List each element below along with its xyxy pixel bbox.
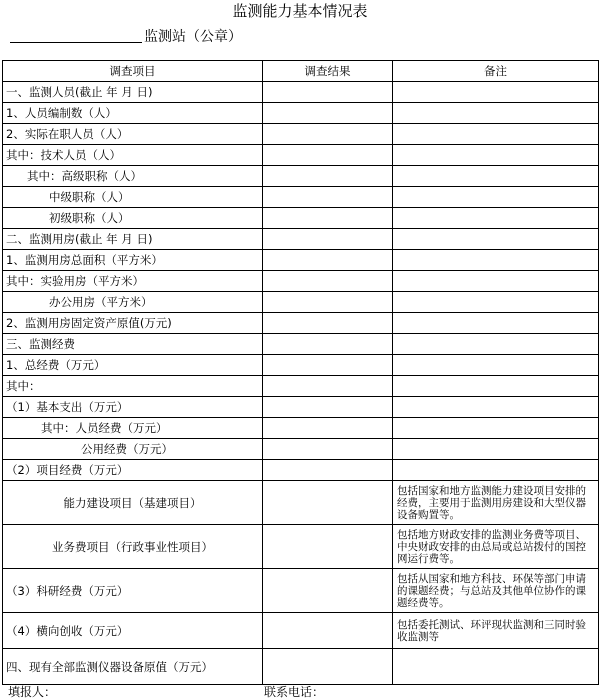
- note-cell: [393, 145, 599, 166]
- row-label: 2、监测用房固定资产原值(万元): [3, 313, 263, 334]
- note-cell: [393, 334, 599, 355]
- result-cell[interactable]: [263, 145, 393, 166]
- row-label: 能力建设项目（基建项目）: [3, 481, 263, 525]
- note-cell: 包括委托测试、环评现状监测和三同时验收监测等: [393, 613, 599, 649]
- row-label: 三、监测经费: [3, 334, 263, 355]
- row-label: 其中：人员经费（万元）: [3, 418, 263, 439]
- table-row: [3, 334, 599, 355]
- table-row: [3, 439, 599, 460]
- table-row: [3, 208, 599, 229]
- note-cell: [393, 187, 599, 208]
- table-row: [3, 481, 599, 525]
- note-cell: [393, 271, 599, 292]
- result-cell[interactable]: [263, 250, 393, 271]
- result-cell[interactable]: [263, 649, 393, 685]
- header-item: 调查项目: [3, 61, 263, 82]
- note-cell: [393, 376, 599, 397]
- row-label: 四、现有全部监测仪器设备原值（万元）: [3, 649, 263, 685]
- result-cell[interactable]: [263, 124, 393, 145]
- result-cell[interactable]: [263, 397, 393, 418]
- phone-label: 联系电话：: [264, 685, 325, 699]
- note-cell: [393, 208, 599, 229]
- note-cell: [393, 649, 599, 685]
- note-cell: [393, 460, 599, 481]
- note-cell: [393, 439, 599, 460]
- result-cell[interactable]: [263, 229, 393, 250]
- table-row: [3, 187, 599, 208]
- result-cell[interactable]: [263, 292, 393, 313]
- row-label: 一、监测人员(截止 年 月 日): [3, 82, 263, 103]
- table-row: [3, 613, 599, 649]
- result-cell[interactable]: [263, 525, 393, 569]
- row-label: 其中：实验用房（平方米）: [3, 271, 263, 292]
- note-cell: [393, 82, 599, 103]
- table-row: [3, 145, 599, 166]
- row-label: 办公用房（平方米）: [3, 292, 263, 313]
- table-row: [3, 82, 599, 103]
- row-label: 公用经费（万元）: [3, 439, 263, 460]
- reporter-label: 填报人：: [8, 685, 57, 699]
- note-cell: [393, 313, 599, 334]
- table-row: [3, 292, 599, 313]
- result-cell[interactable]: [263, 418, 393, 439]
- row-label: 业务费项目（行政事业性项目）: [3, 525, 263, 569]
- survey-table: [2, 60, 599, 685]
- row-label: 其中：: [3, 376, 263, 397]
- row-label: 1、总经费（万元）: [3, 355, 263, 376]
- row-label: （2）项目经费（万元）: [3, 460, 263, 481]
- row-label: 其中：高级职称（人）: [3, 166, 263, 187]
- note-cell: [393, 418, 599, 439]
- table-row: [3, 355, 599, 376]
- row-label: 1、人员编制数（人）: [3, 103, 263, 124]
- note-cell: 包括地方财政安排的监测业务费等项目、中央财政安排的由总局或总站拨付的国控网运行费等。: [393, 525, 599, 569]
- result-cell[interactable]: [263, 355, 393, 376]
- note-cell: 包括从国家和地方科技、环保等部门申请的课题经费；与总站及其他单位协作的课题经费等。: [393, 569, 599, 613]
- table-row: [3, 229, 599, 250]
- result-cell[interactable]: [263, 103, 393, 124]
- note-cell: [393, 124, 599, 145]
- result-cell[interactable]: [263, 271, 393, 292]
- table-row: [3, 418, 599, 439]
- table-row: [3, 525, 599, 569]
- note-cell: [393, 292, 599, 313]
- form-title: 监测能力基本情况表: [232, 2, 368, 20]
- result-cell[interactable]: [263, 82, 393, 103]
- result-cell[interactable]: [263, 208, 393, 229]
- row-label: （1）基本支出（万元）: [3, 397, 263, 418]
- table-row: [3, 250, 599, 271]
- result-cell[interactable]: [263, 187, 393, 208]
- table-row: [3, 397, 599, 418]
- result-cell[interactable]: [263, 313, 393, 334]
- header-result: 调查结果: [263, 61, 393, 82]
- note-cell: [393, 397, 599, 418]
- row-label: 初级职称（人）: [3, 208, 263, 229]
- table-row: [3, 313, 599, 334]
- table-row: [3, 569, 599, 613]
- table-row: [3, 460, 599, 481]
- result-cell[interactable]: [263, 334, 393, 355]
- result-cell[interactable]: [263, 439, 393, 460]
- row-label: 1、监测用房总面积（平方米）: [3, 250, 263, 271]
- table-row: [3, 376, 599, 397]
- result-cell[interactable]: [263, 166, 393, 187]
- row-label: 二、监测用房(截止 年 月 日): [3, 229, 263, 250]
- note-cell: [393, 355, 599, 376]
- row-label: 中级职称（人）: [3, 187, 263, 208]
- result-cell[interactable]: [263, 460, 393, 481]
- result-cell[interactable]: [263, 613, 393, 649]
- row-label: 其中：技术人员（人）: [3, 145, 263, 166]
- result-cell[interactable]: [263, 481, 393, 525]
- table-row: [3, 103, 599, 124]
- table-row: [3, 124, 599, 145]
- row-label: （3）科研经费（万元）: [3, 569, 263, 613]
- header-note: 备注: [393, 61, 599, 82]
- table-row: [3, 649, 599, 685]
- stamp-label: 监测站（公章）: [144, 29, 242, 45]
- row-label: （4）横向创收（万元）: [3, 613, 263, 649]
- result-cell[interactable]: [263, 376, 393, 397]
- table-row: [3, 166, 599, 187]
- result-cell[interactable]: [263, 569, 393, 613]
- form-footer: [0, 685, 600, 700]
- table-row: [3, 271, 599, 292]
- row-label: 2、实际在职人员（人）: [3, 124, 263, 145]
- note-cell: [393, 103, 599, 124]
- note-cell: [393, 250, 599, 271]
- stamp-line: [10, 26, 242, 48]
- note-cell: 包括国家和地方监测能力建设项目安排的经费，主要用于监测用房建设和大型仪器设备购置等。: [393, 481, 599, 525]
- station-name-blank[interactable]: [10, 26, 142, 43]
- header-row: [3, 61, 599, 82]
- note-cell: [393, 229, 599, 250]
- note-cell: [393, 166, 599, 187]
